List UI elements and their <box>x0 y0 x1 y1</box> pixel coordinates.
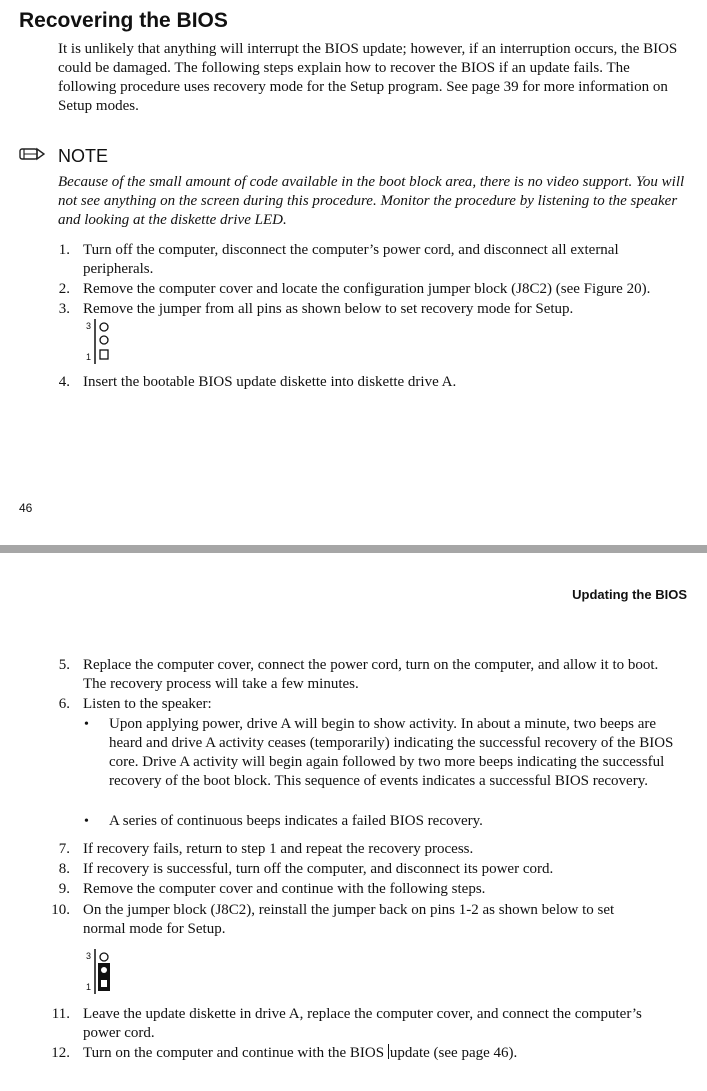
pin-label-1: 1 <box>86 982 92 992</box>
step-text: Replace the computer cover, connect the power cord, turn on the computer, and allow it to boot. The recovery process will take a few minutes. <box>83 657 659 692</box>
step-text: If recovery fails, return to step 1 and repeat the recovery process. <box>83 841 474 857</box>
step-text: Listen to the speaker: <box>83 696 212 712</box>
step-number: 3. <box>58 301 70 317</box>
step-number: 1. <box>58 242 70 258</box>
bullet-text: Upon applying power, drive A will begin to show activity. In about a minute, two beeps are heard and drive A activity ceases (temporarily) indicating the successful recovery of the BIOS core. Drive A activity will begin again followed by two more beeps indicating the successful recovery of the boot block. This sequence of events indicates a successful BIOS recovery. <box>109 716 674 789</box>
note-heading: NOTE <box>58 146 109 166</box>
step-text: On the jumper block (J8C2), reinstall the jumper back on pins 1-2 as shown below to set normal mode for Setup. <box>83 902 615 937</box>
step-text: Remove the computer cover and locate the configuration jumper block (J8C2) (see Figure 20). <box>83 281 651 297</box>
note-text: Because of the small amount of code available in the boot block area, there is no video support. You will not see anything on the screen during this procedure. Monitor the procedure by listening to the speaker and looking at the diskette drive LED. <box>58 174 685 228</box>
page-number: 46 <box>19 501 33 515</box>
text-cursor <box>388 1044 389 1059</box>
step-number: 7. <box>58 841 70 857</box>
step-number: 12. <box>51 1045 70 1061</box>
jumper-block-installed <box>94 948 114 996</box>
bullet-text: A series of continuous beeps indicates a failed BIOS recovery. <box>109 813 483 829</box>
pin-label-3: 3 <box>86 321 92 331</box>
step-text: Remove the jumper from all pins as shown below to set recovery mode for Setup. <box>83 301 574 317</box>
jumper-diagram-normal <box>86 948 116 996</box>
page-divider <box>0 545 707 553</box>
running-head: Updating the BIOS <box>572 587 687 602</box>
intro-paragraph: It is unlikely that anything will interrupt the BIOS update; however, if an interruption occurs, the BIOS could be damaged. The following steps explain how to recover the BIOS if an update fails. The following procedure uses recovery mode for the Setup program. See page 39 for more information on Setup modes. <box>58 41 678 114</box>
step-text-part-b: update (see page 46). <box>389 1045 518 1061</box>
step-text: Insert the bootable BIOS update diskette into diskette drive A. <box>83 374 457 390</box>
jumper-diagram-recovery <box>86 318 116 366</box>
step-number: 4. <box>58 374 70 390</box>
jumper-block-open <box>94 318 114 366</box>
section-title: Recovering the BIOS <box>19 9 228 32</box>
step-number: 8. <box>58 861 70 877</box>
step-number: 10. <box>51 902 70 918</box>
step-text: Remove the computer cover and continue with the following steps. <box>83 881 486 897</box>
step-text: If recovery is successful, turn off the computer, and disconnect its power cord. <box>83 861 554 877</box>
step-text <box>83 1044 683 1063</box>
step-number: 2. <box>58 281 70 297</box>
bullet-icon: • <box>84 814 89 829</box>
step-text: Turn off the computer, disconnect the computer’s power cord, and disconnect all external peripherals. <box>83 242 619 277</box>
step-number: 11. <box>51 1006 70 1022</box>
pencil-icon <box>19 147 45 161</box>
step-number: 9. <box>58 881 70 897</box>
pin-label-3: 3 <box>86 951 92 961</box>
step-number: 5. <box>58 657 70 673</box>
step-text: Leave the update diskette in drive A, replace the computer cover, and connect the computer’s power cord. <box>83 1006 642 1041</box>
pin-label-1: 1 <box>86 352 92 362</box>
step-text-part-a: Turn on the computer and continue with the BIOS <box>83 1045 388 1061</box>
step-number: 6. <box>58 696 70 712</box>
bullet-icon: • <box>84 717 89 732</box>
